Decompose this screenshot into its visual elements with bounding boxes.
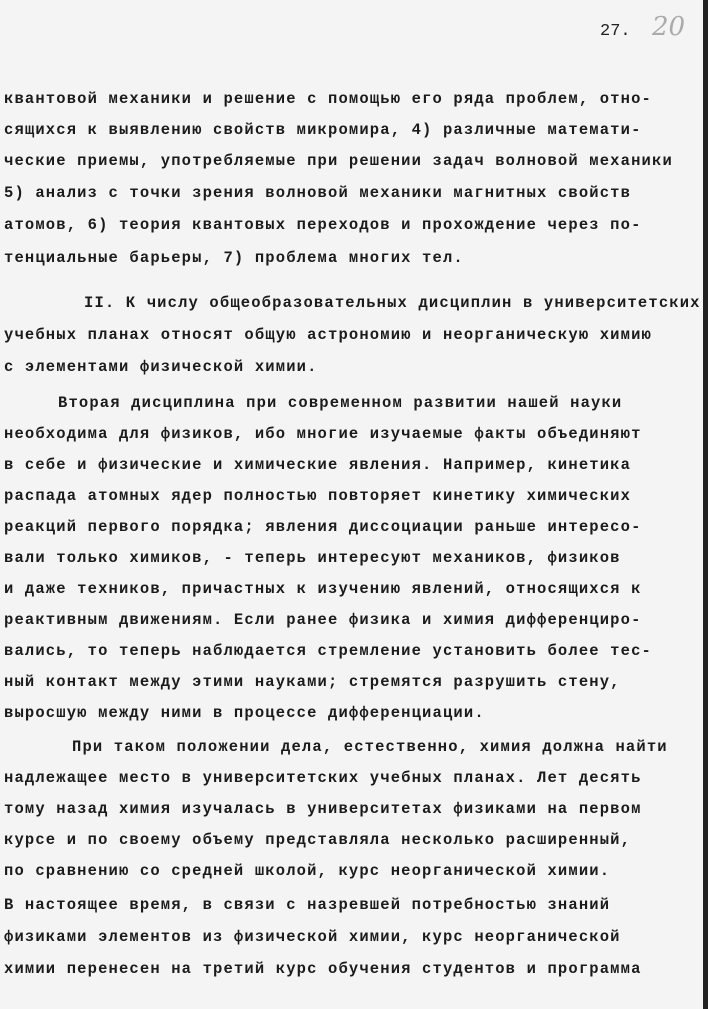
text-line: реактивным движениям. Если ранее физика и химия дифференциро- — [4, 611, 642, 629]
text-line: тому назад химия изучалась в университетах физиками на первом — [4, 800, 642, 818]
text-line: тенциальные барьеры, 7) проблема многих тел. — [4, 249, 464, 267]
handwritten-page-number: 20 — [652, 12, 686, 42]
text-line: Вторая дисциплина при современном развитии нашей науки — [58, 394, 623, 412]
text-line: выросшую между ними в процессе дифференциации. — [4, 704, 485, 722]
text-line: При таком положении дела, естественно, химия должна найти — [72, 738, 668, 756]
text-line: и даже техников, причастных к изучению явлений, относящихся к — [4, 580, 642, 598]
text-line: физиками элементов из физической химии, курс неорганической — [4, 928, 621, 946]
text-line: химии перенесен на третий курс обучения студентов и программа — [4, 960, 642, 978]
text-line: квантовой механики и решение с помощью его ряда проблем, отно- — [4, 90, 652, 108]
text-line: атомов, 6) теория квантовых переходов и прохождение через по- — [4, 216, 642, 234]
text-line: ческие приемы, употребляемые при решении задач волновой механики — [4, 152, 673, 170]
text-line: учебных планах относят общую астрономию и неорганическую химию — [4, 326, 652, 344]
text-line: с элементами физической химии. — [4, 358, 318, 376]
text-line: 5) анализ с точки зрения волновой механики магнитных свойств — [4, 184, 632, 202]
text-line: по сравнению со средней школой, курс неорганической химии. — [4, 862, 611, 880]
page-edge — [703, 0, 708, 1009]
text-line: ный контакт между этими науками; стремятся разрушить стену, — [4, 673, 621, 691]
text-line: распада атомных ядер полностью повторяет кинетику химических — [4, 487, 632, 505]
text-line: В настоящее время, в связи с назревшей потребностью знаний — [4, 896, 611, 914]
text-line: в себе и физические и химические явления. Например, кинетика — [4, 456, 632, 474]
text-line: необходима для физиков, ибо многие изучаемые факты объединяют — [4, 425, 642, 443]
text-line: вали только химиков, - теперь интересуют механиков, физиков — [4, 549, 621, 567]
text-line: вались, то теперь наблюдается стремление установить более тес- — [4, 642, 652, 660]
page-number: 27. — [600, 22, 631, 41]
text-line: реакций первого порядка; явления диссоциации раньше интересо- — [4, 518, 642, 536]
text-line: II. К числу общеобразовательных дисциплин в университетских — [84, 294, 701, 312]
text-line: сящихся к выявлению свойств микромира, 4) различные математи- — [4, 121, 642, 139]
text-line: надлежащее место в университетских учебных планах. Лет десять — [4, 769, 642, 787]
text-line: курсе и по своему объему представляла несколько расширенный, — [4, 831, 632, 849]
